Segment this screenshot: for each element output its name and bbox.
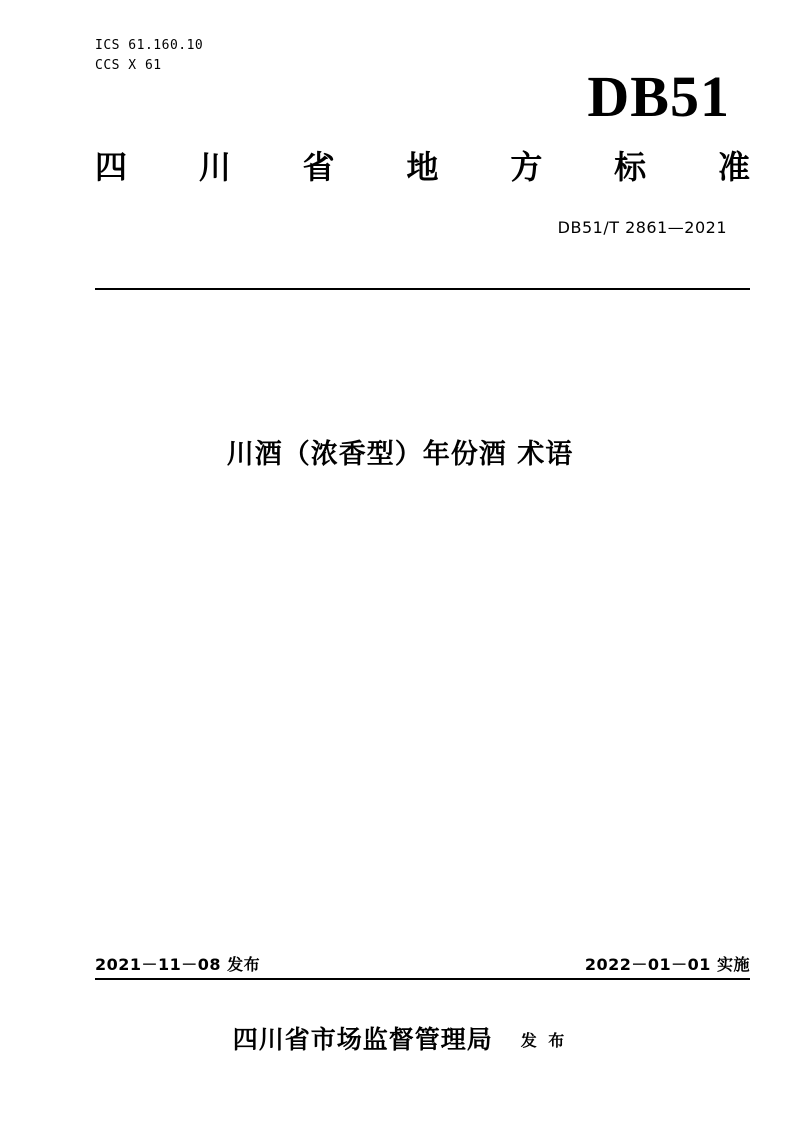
- header-divider: [95, 288, 750, 290]
- issuing-authority-name: 四川省市场监督管理局: [232, 1025, 493, 1054]
- ics-code: ICS 61.160.10: [95, 38, 204, 53]
- standard-number: DB51/T 2861—2021: [557, 218, 727, 237]
- document-title: 川酒（浓香型）年份酒 术语: [226, 439, 574, 470]
- ccs-code: CCS X 61: [95, 58, 162, 74]
- heading-char-4: 地: [406, 148, 439, 186]
- release-date: 2021－11－08 发布: [95, 955, 261, 974]
- heading-char-3: 省: [302, 148, 335, 186]
- implementation-date: 2022－01－01 实施: [584, 955, 750, 974]
- publish-label: 发 布: [520, 1031, 568, 1050]
- heading-char-6: 标: [614, 148, 647, 186]
- issuing-authority: [0, 1020, 800, 1056]
- footer-divider: [95, 978, 750, 980]
- date-row: [95, 952, 750, 975]
- heading-char-1: 四: [95, 148, 128, 186]
- db51-logo-text: DB51: [587, 64, 730, 129]
- heading-char-2: 川: [198, 148, 231, 186]
- heading-char-5: 方: [510, 148, 543, 186]
- province-standard-heading: [95, 148, 750, 186]
- heading-char-7: 准: [717, 148, 750, 186]
- classification-codes: [95, 36, 203, 76]
